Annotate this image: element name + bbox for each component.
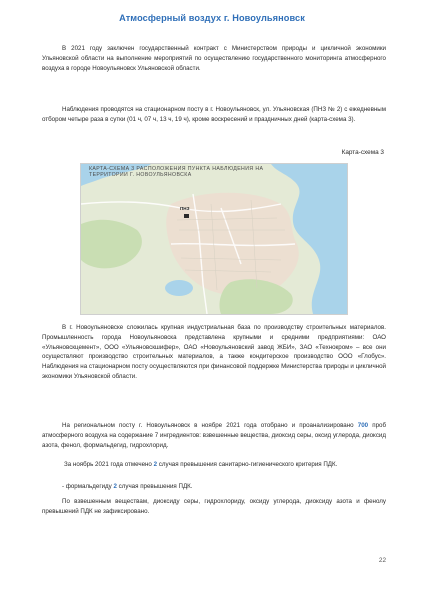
page-number: 22	[378, 557, 386, 564]
station-marker	[184, 214, 189, 218]
paragraph-samples	[42, 421, 386, 450]
paragraph-contract	[42, 44, 386, 73]
page-title: Атмосферный воздух г. Новоульяновск	[119, 13, 305, 23]
samples-text-before: На региональном посту г. Новоульяновск в ноябре 2021 года отобрано и проанализировано	[62, 422, 358, 429]
paragraph-observations	[42, 105, 386, 125]
samples-count: 700	[357, 422, 369, 429]
no-exceedances-text: По взвешенным веществам, диоксиду серы, гидрохлориду, оксиду углерода, диоксиду азота и фенолу превышений ПДК не зафиксировано.	[42, 498, 386, 515]
exceedances-count: 2	[153, 461, 158, 468]
map-caption: Карта-схема 3	[341, 149, 384, 156]
formaldehyde-count: 2	[113, 483, 117, 490]
paragraph-no-exceedances	[42, 497, 386, 517]
map-title: КАРТА-СХЕМА 3 РАСПОЛОЖЕНИЯ ПУНКТА НАБЛЮДЕНИЯ НА ТЕРРИТОРИИ Г. НОВОУЛЬЯНОВСКА	[89, 166, 264, 178]
paragraph-exceedances	[42, 460, 386, 470]
paragraph-industry-text: В г. Новоульяновске сложилась крупная индустриальная база по производству строительных материалов. Промышленность города Новоульяновска представлена крупными и средними предприятиями: ОАО «Ульяновскцемент», ООО «Ульяновскшифер», ОАО «Новоульяновский завод ЖБИ», ЗАО «Технокром» – все они осуществляют производство строительных материалов, а также кондитерское производство ООО «Глобус». Наблюдения на стационарном посту осуществляются при финансовой поддержке Министерства природы и цикличной экономики Ульяновской области.	[42, 324, 386, 380]
exceedances-text-after: случая превышения санитарно-гигиенического критерия ПДК.	[157, 461, 338, 468]
samples-text-after: проб атмосферного воздуха на содержание 7 ингредиентов: взвешенные вещества, диоксид серы, оксид углерода, диоксид азота, фенол, формальдегид, гидрохлорид.	[42, 422, 386, 449]
formaldehyde-text-before: - формальдегиду	[62, 483, 114, 490]
map-graphic	[81, 164, 347, 314]
exceedances-text-before: За ноябрь 2021 года отмечено	[64, 461, 154, 468]
paragraph-contract-text: В 2021 году заключен государственный контракт с Министерством природы и цикличной экономики Ульяновской области на выполнение мероприятий по осуществлению государственного мониторинга атмосферного воздуха в городе Новоульяновск Ульяновской области.	[42, 45, 386, 72]
paragraph-formaldehyde	[42, 482, 386, 492]
location-map	[80, 163, 348, 315]
paragraph-observations-text: Наблюдения проводятся на стационарном посту в г. Новоульяновск, ул. Ульяновская (ПНЗ № 2) с ежедневным отбором четыре раза в сутки (01 ч, 07 ч, 13 ч, 19 ч), кроме воскресений и праздничных дней (карта-схема 3).	[42, 106, 386, 123]
paragraph-industry	[42, 323, 386, 382]
formaldehyde-text-after: случая превышения ПДК.	[116, 483, 193, 490]
station-label: ПНЗ	[180, 206, 190, 211]
